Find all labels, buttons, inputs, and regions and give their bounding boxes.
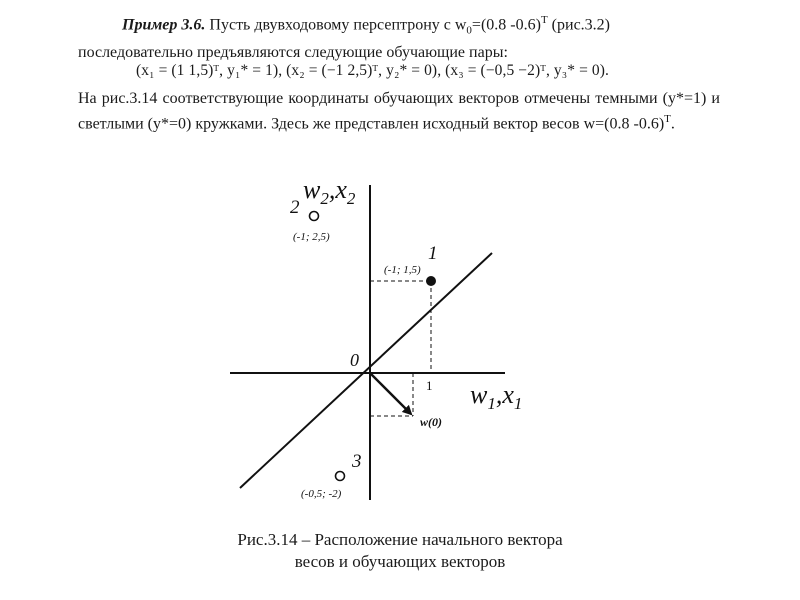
point-2-coord: (-1; 2,5) (293, 231, 330, 243)
paragraph-2-end: . (670, 115, 675, 133)
origin-label: 0 (350, 350, 359, 370)
point-1-number: 1 (428, 243, 438, 264)
caption-line-1: Рис.3.14 – Расположение начального вектора (237, 530, 563, 549)
point-1-coord: (-1; 1,5) (384, 264, 421, 276)
y-axis-label: $w_2,x_2$ (303, 175, 356, 208)
paragraph-2-text: На рис.3.14 соответствующие координаты обучающих векторов отмечены темными (y*=1) и светлыми (y*=0) кружками. Здесь же представлен исходный вектор весов w=(0.8 -0.6) (78, 89, 720, 133)
example-label: Пример 3.6. (122, 16, 206, 34)
weight-vector-arrow (370, 373, 411, 414)
point-1-dark (426, 276, 436, 286)
separating-line (240, 253, 492, 488)
weight-vector-label: w(0) (420, 415, 442, 429)
caption-line-2: весов и обучающих векторов (294, 552, 506, 571)
intro-line2: последовательно предъявляются следующие обучающие пары: (78, 44, 508, 62)
point-2-light (310, 212, 319, 221)
w-vector: =(0.8 -0.6) (471, 16, 541, 34)
w-subscript: 0 (466, 24, 472, 37)
training-pairs-formula: (x₁ = (1 1,5)ᵀ, y₁* = 1), (x₂ = (−1 2,5)ᵀ, y₂* = 0), (x₃ = (−0,5 −2)ᵀ, y₃* = 0). (136, 62, 610, 79)
x-axis-label: $w_1,x_1$ (470, 380, 523, 413)
point-3-coord: (-0,5; -2) (301, 488, 342, 500)
figure-caption (0, 529, 800, 573)
intro-text: Пусть двувходовому персептрону с w (205, 16, 467, 34)
point-3-number: 3 (352, 451, 362, 472)
point-2-number: 2 (290, 197, 300, 218)
transpose-mark: T (540, 14, 548, 26)
transpose-mark-2: T (664, 113, 671, 126)
point-3-light (336, 472, 345, 481)
tick-label-1: 1 (426, 378, 433, 393)
fig-ref: (рис.3.2) (547, 16, 610, 34)
